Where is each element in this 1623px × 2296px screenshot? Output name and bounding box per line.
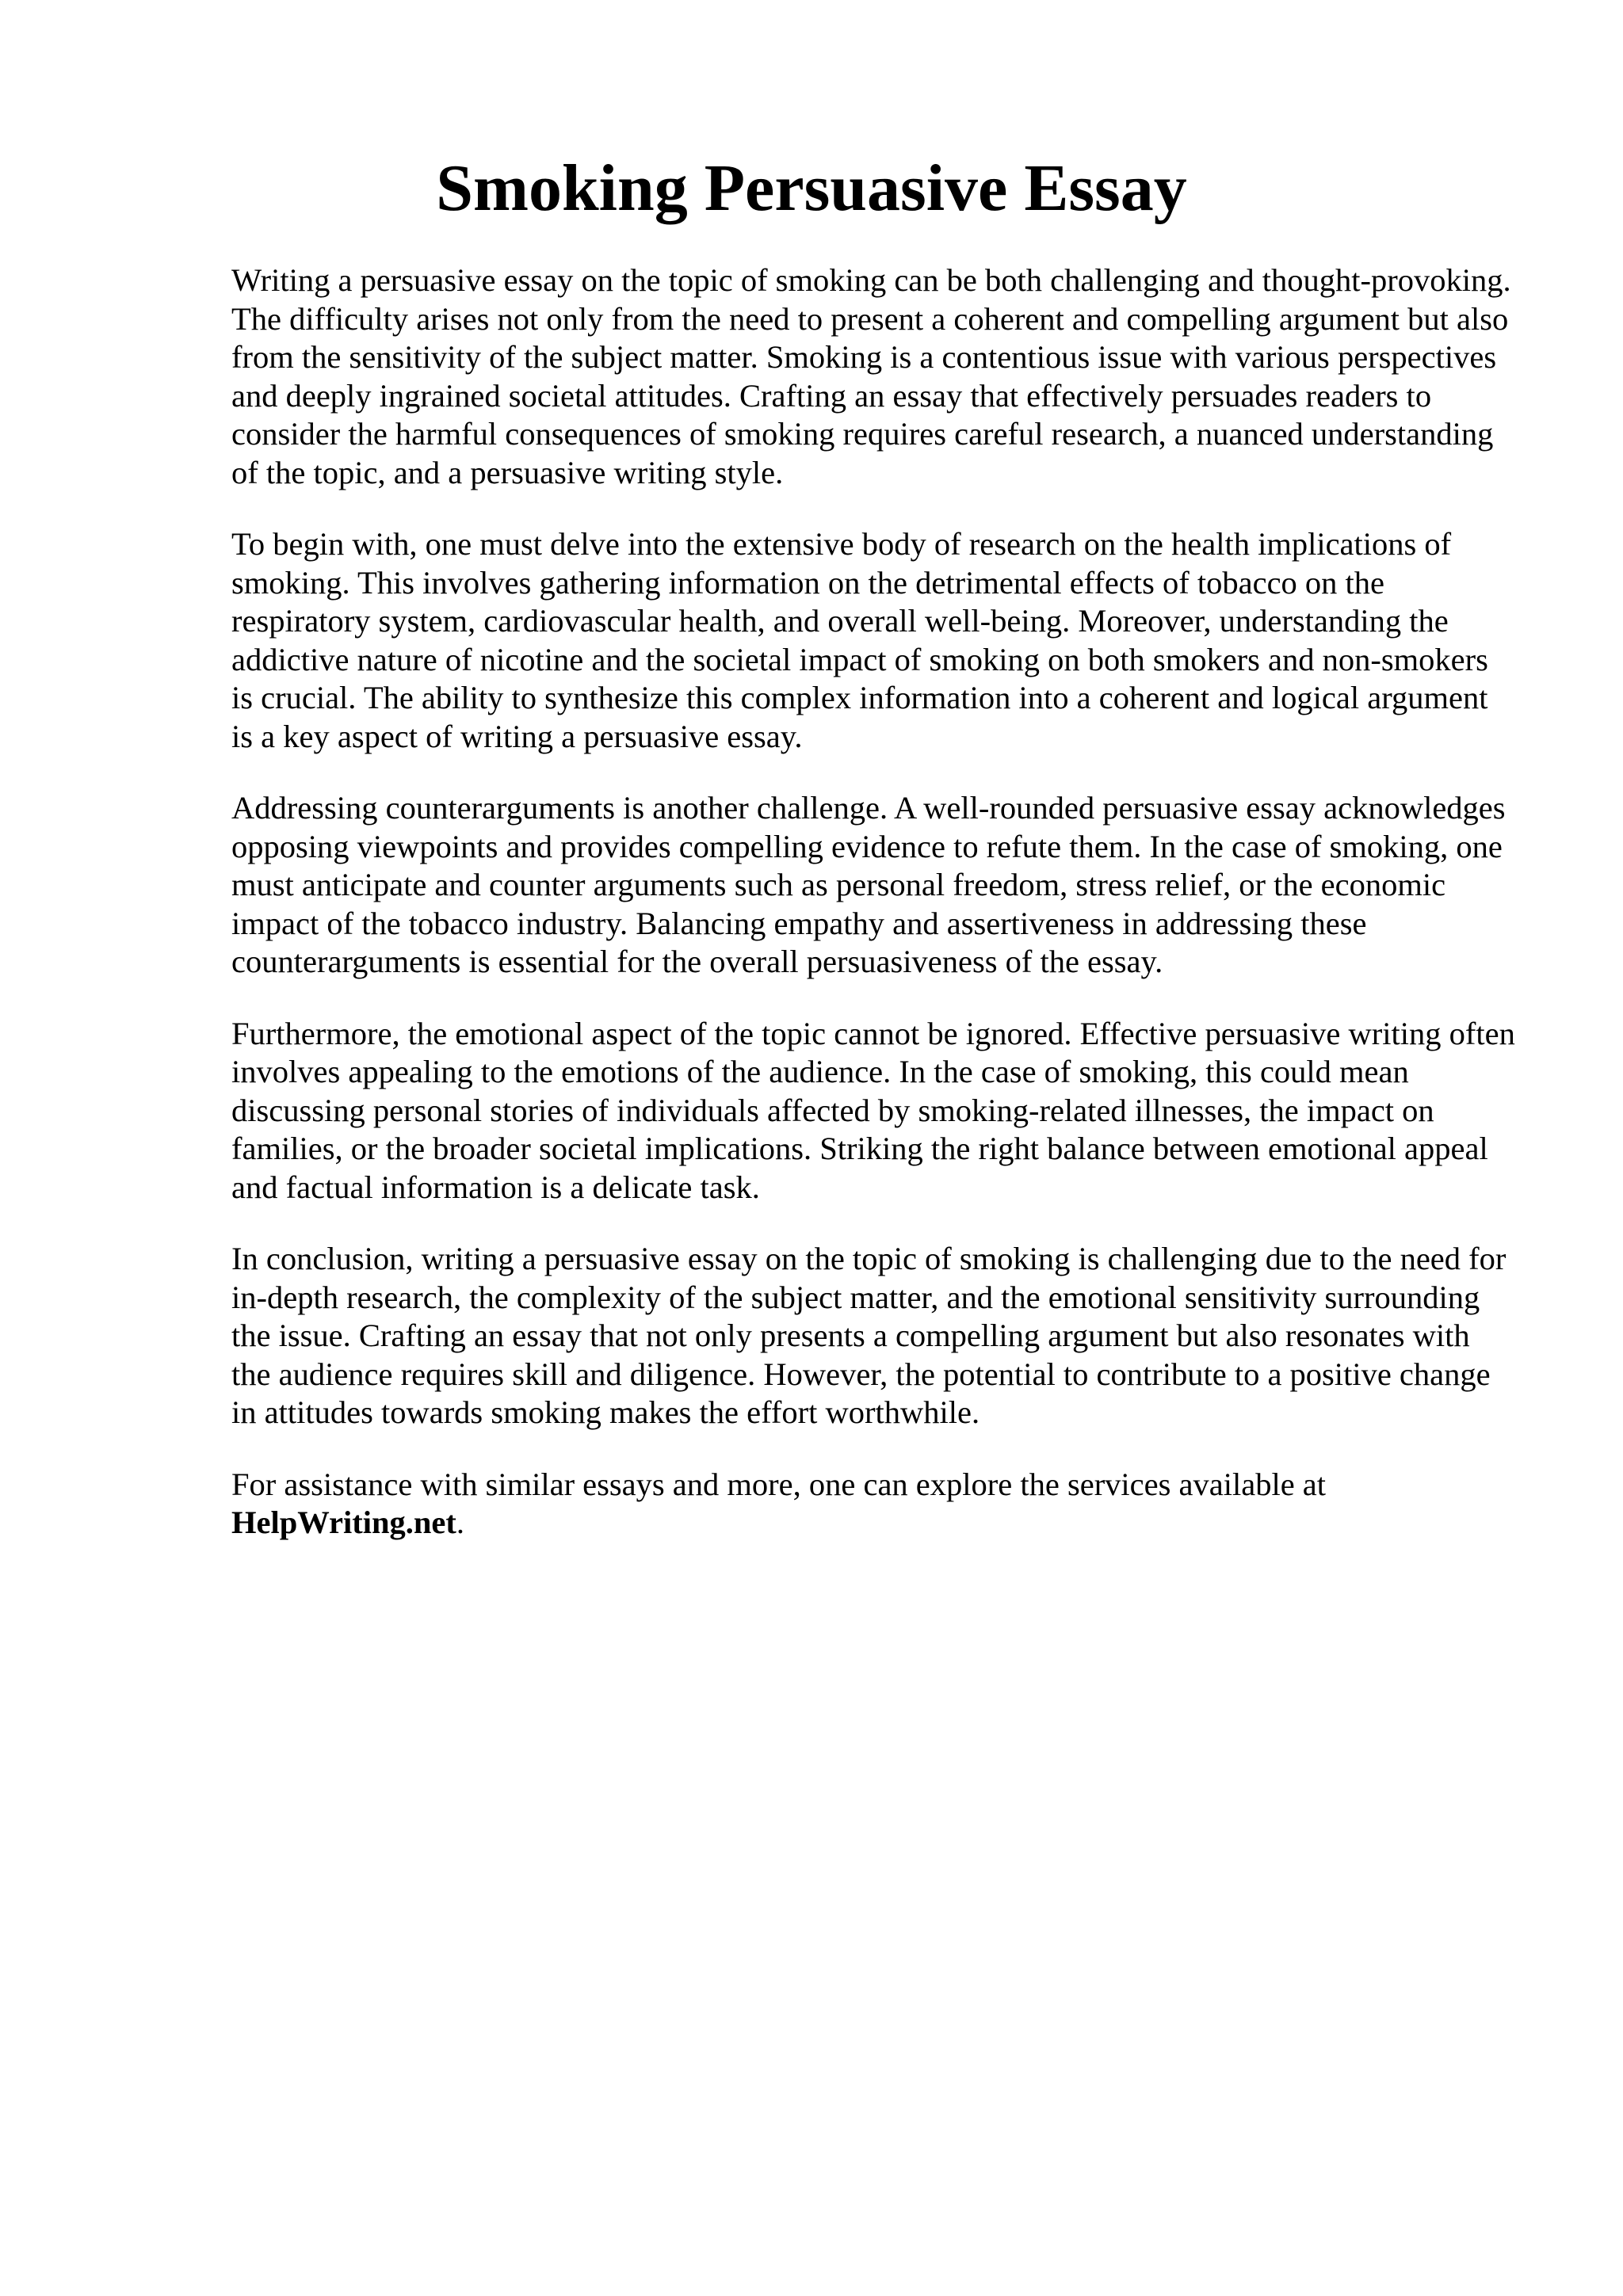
helpwriting-link[interactable]: HelpWriting.net bbox=[231, 1505, 456, 1540]
paragraph-closing bbox=[231, 1466, 1515, 1543]
closing-text: For assistance with similar essays and more, one can explore the services available at bbox=[231, 1466, 1327, 1502]
closing-suffix: . bbox=[456, 1505, 465, 1540]
paragraph-emotional-aspect: Furthermore, the emotional aspect of the topic cannot be ignored. Effective persuasive writing often involves appealing to the emotions of the audience. In the case of smoking, this could mean discussing personal stories of individuals affected by smoking-related illnesses, the impact on families, or the broader societal implications. Striking the right balance between emotional appeal and factual information is a delicate task. bbox=[231, 1015, 1515, 1205]
paragraph-counterarguments: Addressing counterarguments is another challenge. A well-rounded persuasive essay acknowledges opposing viewpoints and provides compelling evidence to refute them. In the case of smoking, one must anticipate and counter arguments such as personal freedom, stress relief, or the economic impact of the tobacco industry. Balancing empathy and assertiveness in addressing these counterarguments is essential for the overall persuasiveness of the essay. bbox=[231, 790, 1506, 979]
paragraph-research: To begin with, one must delve into the extensive body of research on the health implications of smoking. This involves gathering information on the detrimental effects of tobacco on the respiratory system, cardiovascular health, and overall well-being. Moreover, understanding the addictive nature of nicotine and the societal impact of smoking on both smokers and non-smokers is crucial. The ability to synthesize this complex information into a coherent and logical argument is a key aspect of writing a persuasive essay. bbox=[231, 526, 1488, 754]
paragraph-conclusion: In conclusion, writing a persuasive essay on the topic of smoking is challenging due to the need for in-depth research, the complexity of the subject matter, and the emotional sensitivity surrounding the issue. Crafting an essay that not only presents a compelling argument but also resonates with the audience requires skill and diligence. However, the potential to contribute to a positive change in attitudes towards smoking makes the effort worthwhile. bbox=[231, 1241, 1507, 1430]
paragraph-introduction: Writing a persuasive essay on the topic of smoking can be both challenging and thought-provoking. The difficulty arises not only from the need to present a coherent and compelling argument but also from the sensitivity of the subject matter. Smoking is a contentious issue with various perspectives and deeply ingrained societal attitudes. Crafting an essay that effectively persuades readers to consider the harmful consequences of smoking requires careful research, a nuanced understanding of the topic, and a persuasive writing style. bbox=[231, 262, 1511, 490]
document-title: Smoking Persuasive Essay bbox=[436, 151, 1187, 225]
essay-body bbox=[231, 261, 1515, 1543]
